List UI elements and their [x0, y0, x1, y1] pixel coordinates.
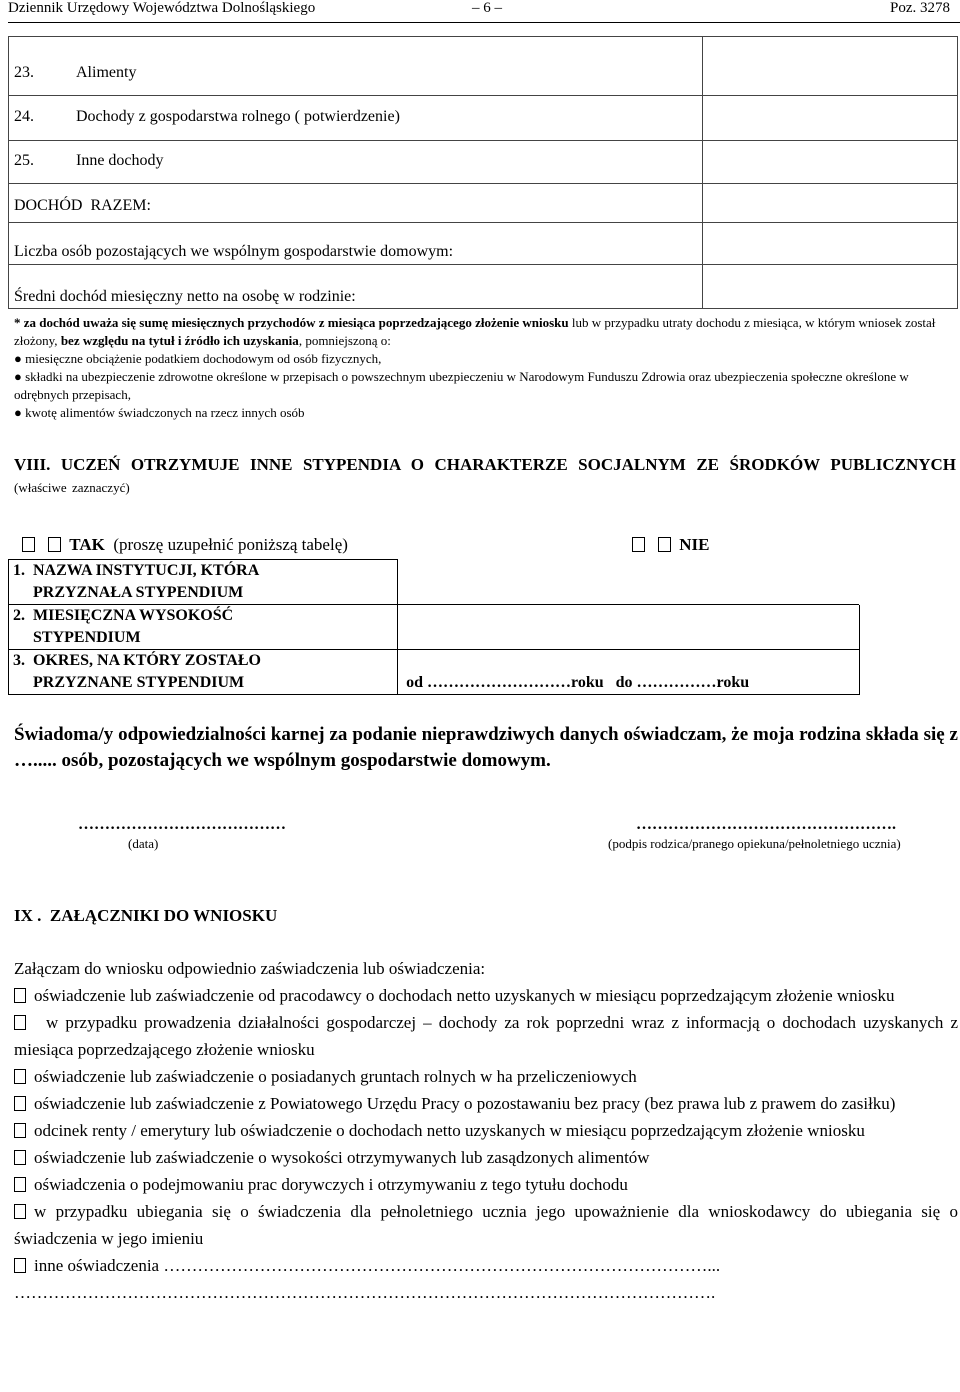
yes-checkbox[interactable]	[48, 537, 61, 552]
attachment-checkbox[interactable]	[14, 1096, 26, 1111]
attachment-checkbox[interactable]	[14, 1258, 26, 1273]
table-top	[8, 36, 958, 37]
header-rule	[8, 22, 960, 23]
yes-label: TAK	[69, 535, 105, 554]
signature-dots: ………………………………………….	[636, 816, 896, 833]
section-viii-title: VIII. UCZEŃ OTRZYMUJE INNE STYPENDIA O CHARAKTERZE SOCJALNYM ZE ŚRODKÓW PUBLICZNYCH (właściwe zaznaczyć)	[14, 455, 956, 495]
table-hline	[8, 95, 958, 96]
footnote-item: ● miesięczne obciążenie podatkiem dochodowym od osób fizycznych,	[14, 351, 382, 366]
list-item: oświadczenie lub zaświadczenie o wysokości otrzymywanych lub zasądzonych alimentów	[14, 1144, 958, 1171]
page-number: – 6 –	[472, 0, 502, 16]
total-income-label: DOCHÓD RAZEM:	[14, 197, 151, 214]
attachment-checkbox[interactable]	[14, 1015, 26, 1030]
institution-field[interactable]	[398, 560, 860, 605]
attachment-checkbox[interactable]	[14, 1150, 26, 1165]
attachment-checkbox[interactable]	[14, 988, 26, 1003]
checkbox-empty[interactable]	[632, 537, 645, 552]
section-ix-title: IX . ZAŁĄCZNIKI DO WNIOSKU	[14, 906, 278, 925]
income-row-23: 23. Alimenty	[14, 64, 137, 81]
list-item: oświadczenia o podejmowaniu prac dorywczych i otrzymywaniu z tego tytułu dochodu	[14, 1171, 958, 1198]
list-item-continuation: …………………………………………………………………………………………………………….	[14, 1283, 716, 1302]
average-income-label: Średni dochód miesięczny netto na osobę w rodzinie:	[14, 288, 356, 305]
no-option	[632, 535, 709, 555]
attachment-checkbox[interactable]	[14, 1204, 26, 1219]
table-hline	[8, 264, 958, 265]
table-row: 1. NAZWA INSTYTUCJI, KTÓRA PRZYZNAŁA STYPENDIUM	[9, 560, 860, 605]
footnote-item: ● kwotę alimentów świadczonych na rzecz innych osób	[14, 405, 305, 420]
attachment-checkbox[interactable]	[14, 1069, 26, 1084]
attachment-checkbox[interactable]	[14, 1123, 26, 1138]
footnote-item: ● składki na ubezpieczenie zdrowotne określone w przepisach o powszechnym ubezpieczeniu w Narodowym Funduszu Zdrowia oraz ubezpieczenia społeczne określone w odrębnych przepisach,	[14, 369, 909, 402]
period-field[interactable]: od ………………………roku do ……………roku	[398, 650, 860, 695]
section-viii-note: (właściwe zaznaczyć)	[14, 480, 130, 495]
table-bottom	[8, 308, 958, 309]
household-persons-label: Liczba osób pozostających we wspólnym gospodarstwie domowym:	[14, 243, 454, 260]
page-header	[8, 0, 952, 20]
list-item: inne oświadczenia ……………………………………………………………………………………...	[14, 1252, 958, 1279]
attachments-intro: Załączam do wniosku odpowiednio zaświadczenia lub oświadczenia:	[14, 959, 486, 978]
table-border-left	[8, 36, 9, 308]
income-row-24: 24. Dochody z gospodarstwa rolnego ( potwierdzenie)	[14, 108, 400, 125]
list-item: odcinek renty / emerytury lub oświadczenie o dochodach netto uzyskanych w miesiącu poprzedzającym złożenie wniosku	[14, 1117, 958, 1144]
list-item: oświadczenie lub zaświadczenie z Powiatowego Urzędu Pracy o pozostawaniu bez pracy (bez prawa lub z prawem do zasiłku)	[14, 1090, 958, 1117]
position-number: Poz. 3278	[890, 0, 950, 16]
table-hline	[8, 140, 958, 141]
date-dots: …………………………………	[78, 816, 286, 833]
scholarship-table	[8, 559, 860, 695]
date-label: (data)	[128, 836, 159, 851]
income-footnote: * za dochód uważa się sumę miesięcznych przychodów z miesiąca poprzedzającego złożenie wniosku lub w przypadku utraty dochodu z miesiąca, w którym wniosek został złożony, bez względu na tytuł i źródło ich uzyskania, pomniejszoną o: ● miesięczne obciążenie podatkiem dochodowym od osób fizycznych, ● składki na ubezpieczenie zdrowotne określone w przepisach o powszechnym ubezpieczeniu w Narodowym Funduszu Zdrowia oraz ubezpieczenia społeczne określone w odrębnych przepisach, ● kwotę alimentów świadczonych na rzecz innych osób	[14, 314, 954, 422]
list-item: oświadczenie lub zaświadczenie o posiadanych gruntach rolnych w ha przeliczeniowych	[14, 1063, 958, 1090]
signature-label: (podpis rodzica/pranego opiekuna/pełnoletniego ucznia)	[608, 836, 901, 851]
yes-hint: (proszę uzupełnić poniższą tabelę)	[113, 535, 348, 554]
declaration-text: Świadoma/y odpowiedzialności karnej za podanie nieprawdziwych danych oświadczam, że moja rodzina składa się z …..... osób, pozostających we wspólnym gospodarstwie domowym.	[14, 724, 958, 771]
table-border-right	[957, 36, 958, 308]
table-border-mid	[702, 36, 703, 308]
attachments-list	[14, 982, 958, 1306]
checkbox-empty[interactable]	[22, 537, 35, 552]
table-row: 2. MIESIĘCZNA WYSOKOŚĆ STYPENDIUM	[9, 605, 860, 650]
table-hline	[8, 222, 958, 223]
list-item: oświadczenie lub zaświadczenie od pracodawcy o dochodach netto uzyskanych w miesiącu poprzedzającym złożenie wniosku	[14, 982, 958, 1009]
no-label: NIE	[679, 535, 710, 554]
no-checkbox[interactable]	[658, 537, 671, 552]
income-row-25: 25. Inne dochody	[14, 152, 164, 169]
attachment-checkbox[interactable]	[14, 1177, 26, 1192]
yes-option	[22, 535, 348, 555]
table-hline	[8, 183, 958, 184]
amount-field[interactable]	[398, 605, 860, 650]
journal-title: Dziennik Urzędowy Województwa Dolnośląskiego	[8, 0, 316, 16]
list-item: w przypadku prowadzenia działalności gospodarczej – dochody za rok poprzedni wraz z informacją o dochodach uzyskanych z miesiąca poprzedzającego złożenie wniosku	[14, 1013, 958, 1059]
table-row: 3. OKRES, NA KTÓRY ZOSTAŁO PRZYZNANE STYPENDIUM od ………………………roku do ……………roku	[9, 650, 860, 695]
list-item: w przypadku ubiegania się o świadczenia dla pełnoletniego ucznia jego upoważnienie dla wnioskodawcy do ubiegania się o świadczenia w jego imieniu	[14, 1202, 958, 1248]
